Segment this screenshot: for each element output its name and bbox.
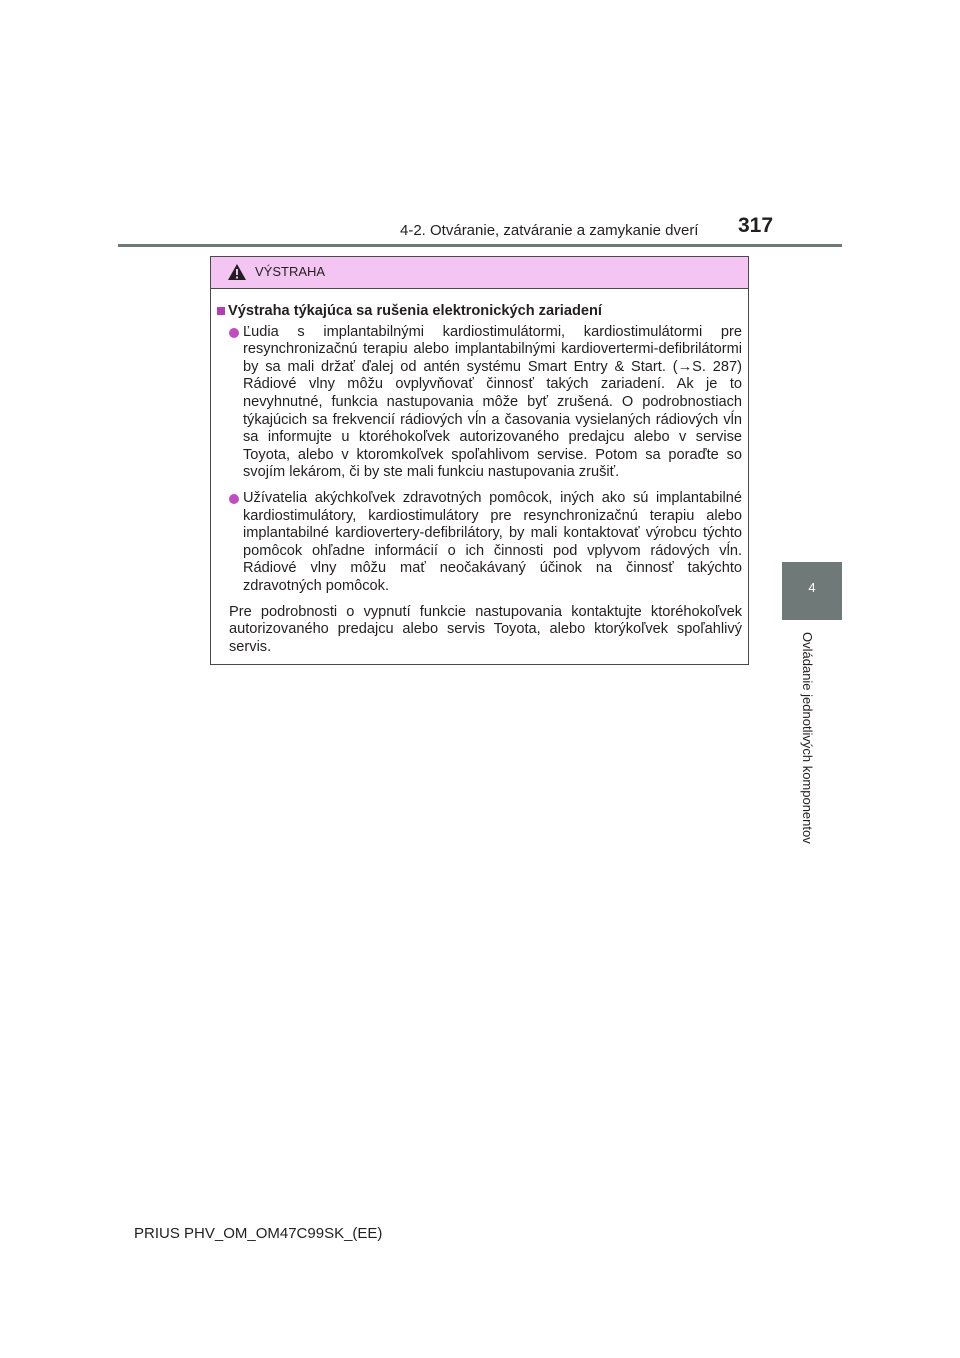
round-bullet-icon [229,328,239,338]
chapter-number: 4 [808,580,816,595]
page-number: 317 [738,214,774,237]
square-bullet-icon [217,307,225,315]
warning-note: Pre podrobnosti o vypnutí funkcie nastupovania kontaktujte ktoréhokoľvek autorizovaného predajcu alebo servis Toyota, alebo ktorýkoľvek spoľahlivý servis. [229,603,742,655]
warning-bullet [217,324,742,482]
header-rule [118,244,842,247]
warning-header [211,257,748,289]
warning-label: VÝSTRAHA [255,264,326,279]
warning-subheading-text: Výstraha týkajúca sa rušenia elektronických zariadení [228,303,602,319]
warning-body [211,289,748,656]
warning-bullet-text: Užívatelia akýchkoľvek zdravotných pomôcok, iných ako sú implantabilné kardiostimulátory, kardiostimulátory pre resynchronizačnú terapiu alebo implantabilné kardiovertery-defibrilátory, by mali kontaktovať výrobcu týchto pomôcok ohľadne informácií o ich činnosti pod vplyvom rádových vĺn. Rádiové vlny môžu mať neočakávaný účinok na činnosť takýchto zdravotných pomôcok. [243,489,742,594]
document-code: PRIUS PHV_OM_OM47C99SK_(EE) [134,1225,383,1242]
warning-triangle-icon [227,263,247,281]
warning-bullet-text: Ľudia s implantabilnými kardiostimulátormi, kardiostimulátormi pre resynchronizačnú terapiu alebo implantabilnými kardiovertermi-defibrilátormi by sa mali držať ďalej od antén systému Smart Entry & Start. (→S. 287) Rádiové vlny môžu ovplyvňovať činnosť takých zariadení. Ak je to nevyhnutné, funkcia nastupovania môže byť zrušená. O podrobnostiach týkajúcich sa frekvencií rádiových vĺn a časovania vysielaných rádiových vĺn sa informujte u ktoréhokoľvek autorizovaného predajcu alebo v servise Toyota, alebo v ktoromkoľvek spoľahlivom servise. Potom sa poraďte so svojím lekárom, či by ste mali funkciu nastupovania zrušiť. [243,323,742,481]
round-bullet-icon [229,494,239,504]
chapter-side-title: Ovládanie jednotlivých komponentov [800,632,815,844]
warning-bullet [217,490,742,596]
warning-subheading [217,303,742,321]
chapter-tab [782,562,842,620]
section-title: 4-2. Otváranie, zatváranie a zamykanie dverí [400,222,699,239]
warning-box [210,256,749,665]
